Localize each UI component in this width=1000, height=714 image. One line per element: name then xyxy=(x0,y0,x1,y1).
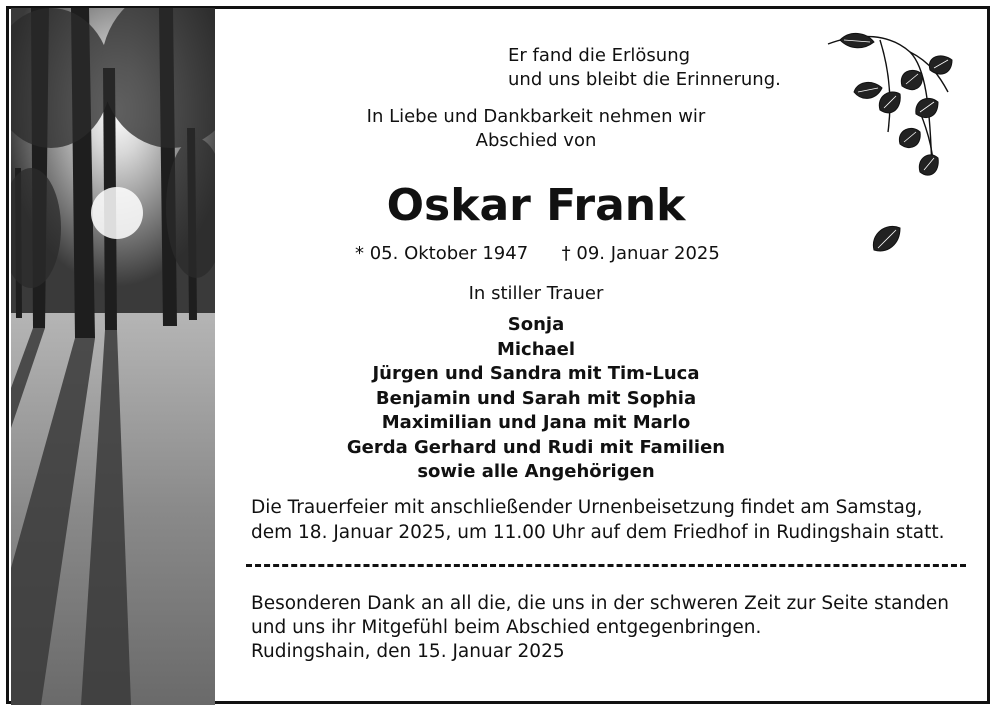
quote-line-2: und uns bleibt die Erinnerung. xyxy=(508,69,781,90)
deceased-name: Oskar Frank xyxy=(386,180,686,231)
quote-line-1: Er fand die Erlösung xyxy=(508,45,691,66)
family-member: Maximilian und Jana mit Marlo xyxy=(381,412,691,433)
service-line-1: Die Trauerfeier mit anschließender Urnenbeisetzung findet am Samstag, xyxy=(251,497,923,518)
family-member: Sonja xyxy=(507,314,565,335)
thanks-line-1: Besonderen Dank an all die, die uns in der schweren Zeit zur Seite standen xyxy=(251,593,949,614)
family-member: Gerda Gerhard und Rudi mit Familien xyxy=(346,436,726,458)
dashed-divider xyxy=(246,564,966,567)
family-member: Michael xyxy=(496,338,576,360)
family-member: Benjamin und Sarah mit Sophia xyxy=(375,387,697,409)
life-dates xyxy=(355,243,720,264)
death-date: † 09. Januar 2025 xyxy=(561,243,720,264)
park-trees-photo xyxy=(11,8,215,705)
family-member: sowie alle Angehörigen xyxy=(417,461,655,482)
intro-line-2: Abschied von xyxy=(475,130,597,151)
place-date: Rudingshain, den 15. Januar 2025 xyxy=(251,641,565,662)
birth-date: * 05. Oktober 1947 xyxy=(355,243,529,264)
family-list xyxy=(228,313,844,485)
service-line-2: dem 18. Januar 2025, um 11.00 Uhr auf dem Friedhof in Rudingshain statt. xyxy=(251,522,945,543)
intro-line-1: In Liebe und Dankbarkeit nehmen wir xyxy=(366,106,706,127)
mourning-label: In stiller Trauer xyxy=(468,283,604,304)
family-member: Jürgen und Sandra mit Tim-Luca xyxy=(372,363,700,384)
thanks-line-2: und uns ihr Mitgefühl beim Abschied entgegenbringen. xyxy=(251,617,762,638)
